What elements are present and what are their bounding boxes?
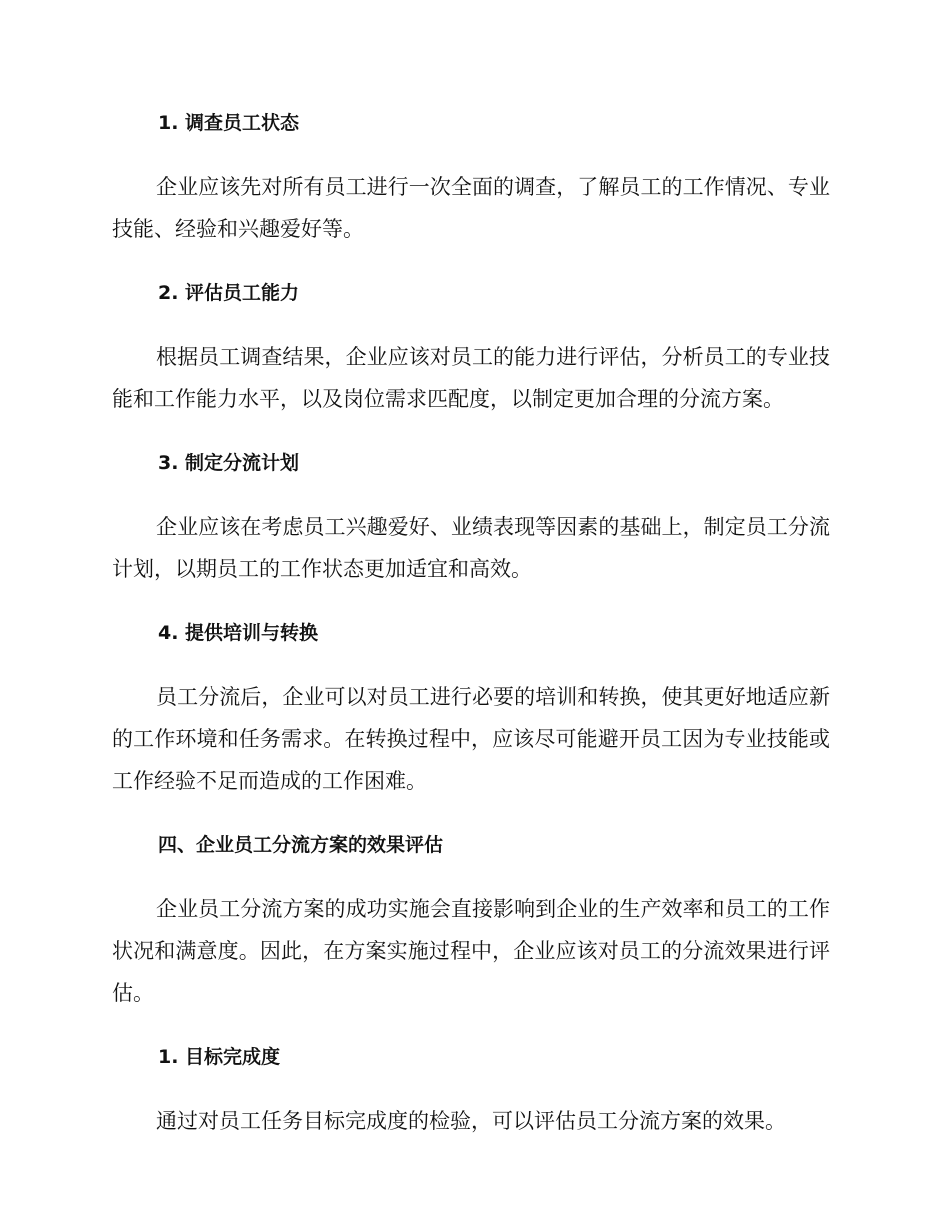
paragraph-survey: 企业应该先对所有员工进行一次全面的调查，了解员工的工作情况、专业技能、经验和兴趣爱好等。 [112, 175, 830, 241]
chapter-heading-evaluation: 四、企业员工分流方案的效果评估 [158, 834, 444, 856]
section-heading-training: 4. 提供培训与转换 [158, 622, 319, 644]
paragraph-training: 员工分流后，企业可以对员工进行必要的培训和转换，使其更好地适应新的工作环境和任务需求。在转换过程中，应该尽可能避开员工因为专业技能或工作经验不足而造成的工作困难。 [112, 685, 830, 793]
section-heading-goal: 1. 目标完成度 [158, 1046, 281, 1068]
section-heading-assess: 2. 评估员工能力 [158, 282, 300, 304]
section-heading-plan: 3. 制定分流计划 [158, 452, 300, 474]
paragraph-plan: 企业应该在考虑员工兴趣爱好、业绩表现等因素的基础上，制定员工分流计划，以期员工的工作状态更加适宜和高效。 [112, 515, 830, 581]
paragraph-goal: 通过对员工任务目标完成度的检验，可以评估员工分流方案的效果。 [156, 1109, 786, 1133]
section-heading-survey: 1. 调查员工状态 [158, 112, 300, 134]
document-page [112, 104, 830, 1166]
paragraph-evaluation: 企业员工分流方案的成功实施会直接影响到企业的生产效率和员工的工作状况和满意度。因此，在方案实施过程中，企业应该对员工的分流效果进行评估。 [112, 897, 830, 1005]
paragraph-assess: 根据员工调查结果，企业应该对员工的能力进行评估，分析员工的专业技能和工作能力水平，以及岗位需求匹配度，以制定更加合理的分流方案。 [112, 345, 830, 411]
